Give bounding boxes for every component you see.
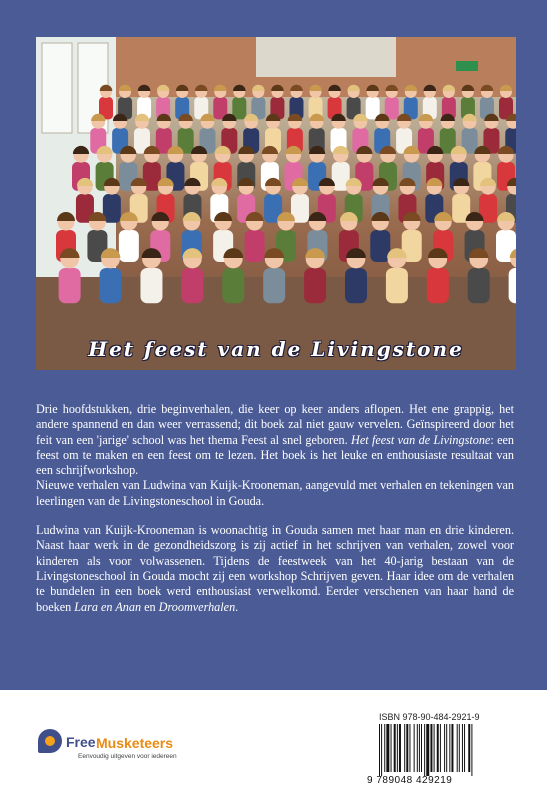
barcode: [379, 724, 510, 779]
child-body: [468, 268, 490, 303]
barcode-digits: 9 789048 429219: [367, 775, 453, 786]
barcode-bar: [417, 724, 418, 772]
barcode-bar: [430, 724, 432, 772]
author-bio-run-3: Droomverhalen: [158, 599, 236, 614]
author-bio-run-0: Ludwina van Kuijk-Krooneman is woonachtig in Gouda samen met haar man en drie kinderen. Naast haar werk in de gezondheidszorg is zij actief in het schrijven van verhalen, zowel voor kinderen als voor volwassenen. Tijdens de feestweek van het 40-jarig bestaan van de Livingstoneschool in Gouda mocht zij een workshop Schrijven geven. Haar idee om de verhalen te bundelen in een boek werd enthousiast verwelkomd. Eerder verschenen van haar hand de boeken: [36, 523, 514, 614]
window-pane: [42, 43, 72, 133]
publisher-logo: [38, 729, 188, 769]
publisher-logo-icon: [38, 729, 62, 753]
barcode-bar: [468, 724, 470, 772]
child-body: [509, 268, 516, 303]
child-body: [263, 268, 285, 303]
barcode-bar: [379, 724, 380, 776]
class-photo-illustration: [36, 37, 516, 370]
publisher-tagline: Eenvoudig uitgeven voor iedereen: [78, 753, 177, 760]
paragraph-gap: [36, 509, 514, 523]
barcode-bar: [462, 724, 463, 772]
child-body: [304, 268, 326, 303]
barcode-bar: [444, 724, 445, 772]
barcode-bar: [406, 724, 408, 772]
barcode-bar: [464, 724, 465, 772]
child-body: [427, 268, 449, 303]
author-bio-run-1: Lara en Anan: [74, 599, 142, 614]
barcode-bar: [386, 724, 389, 772]
author-bio-run-2: en: [141, 599, 159, 614]
barcode-bar: [437, 724, 439, 772]
barcode-bar: [440, 724, 441, 772]
blurb-paragraph-2: Nieuwe verhalen van Ludwina van Kuijk-Krooneman, aangevuld met verhalen en tekeningen van leerlingen van de Livingstoneschool in Gouda.: [36, 478, 514, 508]
barcode-bar: [471, 724, 472, 776]
barcode-bar: [409, 724, 410, 772]
child-body: [100, 268, 122, 303]
barcode-bar: [419, 724, 420, 772]
child-body: [386, 268, 408, 303]
barcode-bar: [399, 724, 401, 772]
barcode-bar: [457, 724, 458, 772]
publisher-name-musketeers: Musketeers: [96, 735, 174, 751]
barcode-bar: [394, 724, 396, 772]
barcode-bar: [434, 724, 435, 772]
child-body: [140, 268, 162, 303]
barcode-bar: [391, 724, 392, 772]
child-body: [59, 268, 81, 303]
child-body: [119, 230, 139, 262]
blurb-paragraph-1: [36, 402, 514, 478]
child-body: [222, 268, 244, 303]
footer-strip: [0, 690, 547, 800]
blurb-paragraph-1-run-1: Het feest van de Livingstone: [351, 432, 491, 447]
barcode-bar: [421, 724, 422, 772]
exit-sign: [456, 61, 478, 71]
publisher-name-free: Free: [66, 734, 96, 750]
barcode-bar: [397, 724, 398, 772]
class-photo: [36, 37, 516, 370]
back-cover-blurb: [36, 402, 514, 615]
child-body: [345, 268, 367, 303]
child-body: [245, 230, 265, 262]
blurb-paragraph-1-run-2: : een feest om te maken en een feest om te lezen. Het boek is het leuke en enthousiaste resultaat van een schrijfworkshop.: [36, 432, 514, 478]
isbn-label: ISBN 978-90-484-2921-9: [379, 712, 480, 722]
barcode-bar: [449, 724, 450, 772]
child-body: [181, 268, 203, 303]
barcode-bar: [459, 724, 460, 772]
barcode-bar: [426, 724, 429, 776]
barcode-bar: [451, 724, 453, 772]
author-bio-paragraph: [36, 523, 514, 615]
isbn-barcode-block: [367, 712, 510, 790]
barcode-bar: [446, 724, 447, 772]
barcode-bar: [414, 724, 415, 772]
barcode-bar: [381, 724, 382, 776]
barcode-bar: [404, 724, 405, 772]
author-bio-run-4: .: [235, 599, 239, 614]
barcode-bar: [424, 724, 425, 776]
blurb-paragraph-1-run-0: Drie hoofdstukken, drie beginverhalen, die keer op keer anders aflopen. Het ene grappig, het andere spannend en dan weer verrassend; dit boek zal niet gauw vervelen. Geïnspireerd door het feit van een 'jarige' school was het thema Feest al snel geboren.: [36, 402, 514, 447]
barcode-bar: [384, 724, 385, 772]
photo-caption: Het feest van de Livingstone: [88, 337, 464, 361]
back-wall: [256, 37, 396, 77]
